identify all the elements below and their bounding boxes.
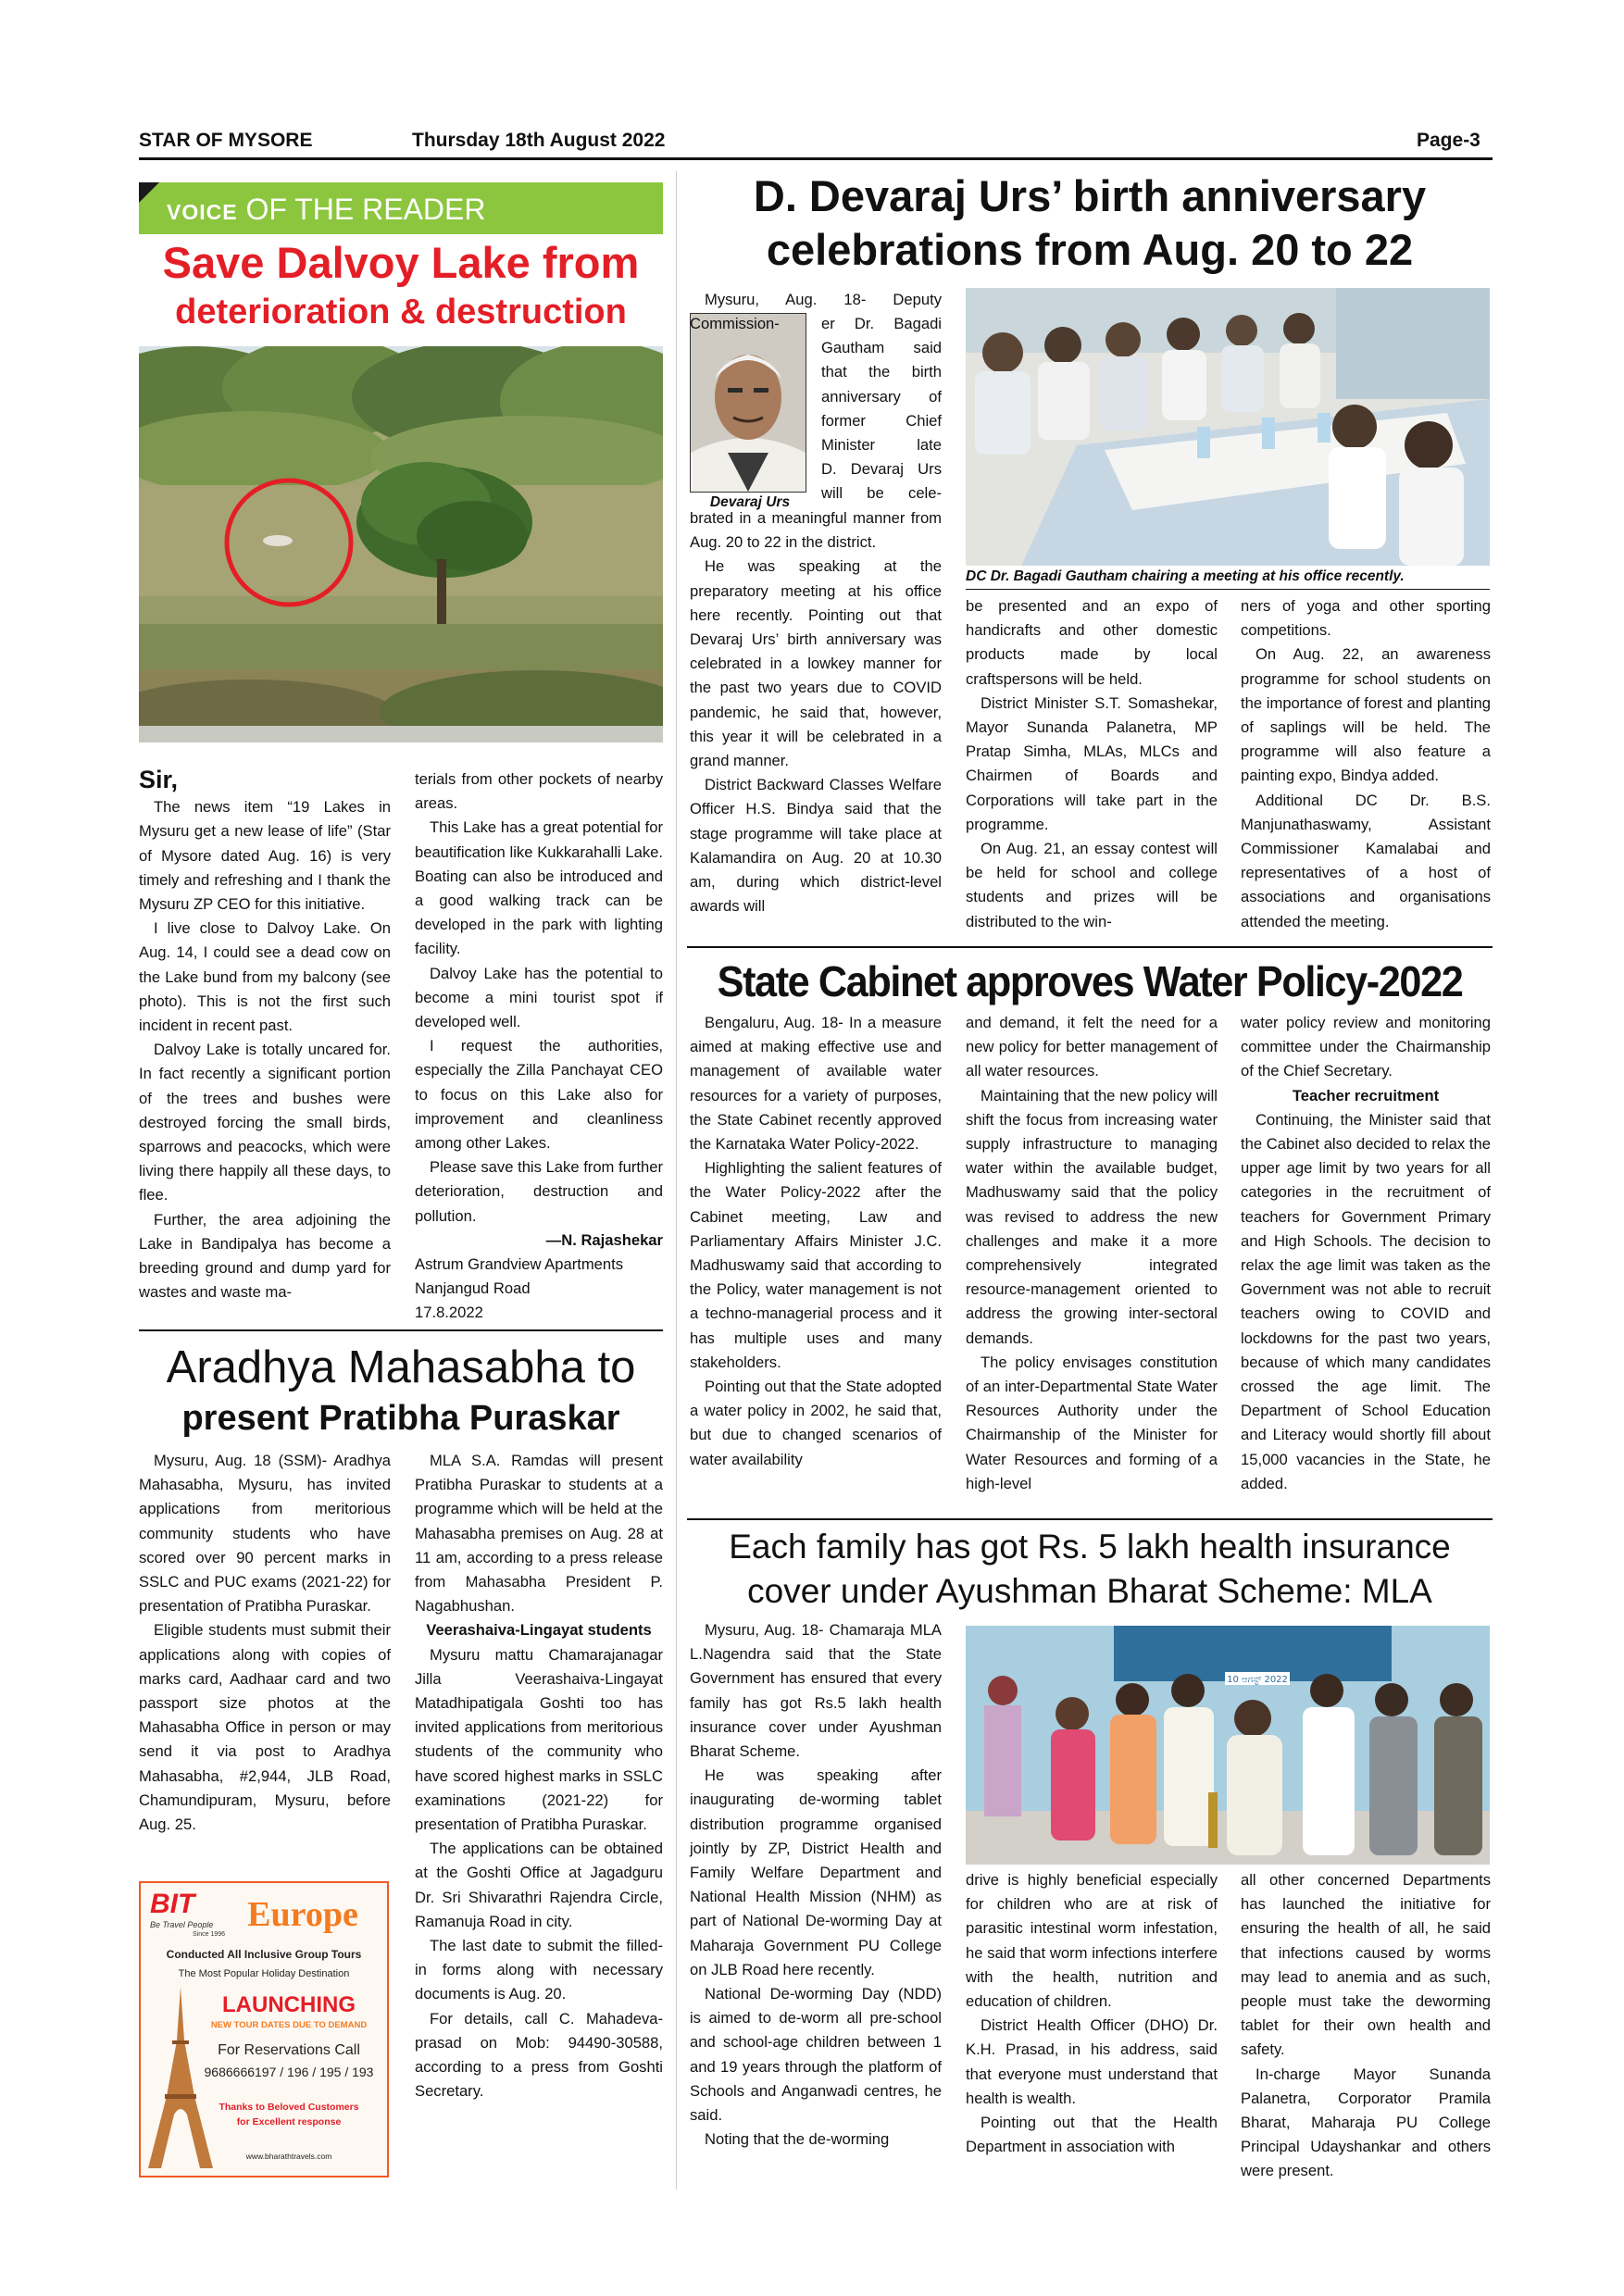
page-column-divider	[676, 171, 677, 2190]
health-column-2	[966, 1868, 1218, 2159]
kicker-rest: OF THE READER	[237, 193, 486, 226]
aradhya-paragraph: MLA S.A. Ramdas will present Pratibha Puraskar to students at a programme which will be held at the Mahasabha premises on Aug. 28 at 11 am, according to a press release from Mahasabha President P. Nagabhushan.	[415, 1452, 663, 1616]
reader-column-1	[139, 767, 391, 1304]
banner-date-text: 10 ಆಗಸ್ಟ್ 2022	[1227, 1675, 1288, 1685]
urs-lead-line: D. Devaraj Urs	[821, 460, 942, 479]
ad-notice: NEW TOUR DATES DUE TO DEMAND	[210, 2020, 368, 2030]
urs-lead-line: anniversary of	[821, 387, 942, 406]
urs-title-line2: celebrations from Aug. 20 to 22	[766, 225, 1414, 274]
ad-website-link[interactable]: www.bharathtravels.com	[245, 2152, 332, 2161]
portrait-art	[691, 314, 806, 492]
health-paragraph: District Health Officer (DHO) Dr. K.H. Prasad, in his address, said that everyone must understand that health is wealth.	[966, 2016, 1218, 2107]
urs-bottom-rule	[687, 946, 1493, 948]
reader-bottom-rule	[139, 1329, 663, 1331]
urs-paragraph: be presented and an expo of handicrafts and other domestic products made by local craftspersons will be held.	[966, 597, 1218, 688]
cabinet-subhead: Teacher recruitment	[1292, 1086, 1440, 1104]
urs-narrow-column	[821, 312, 942, 506]
health-paragraph: drive is highly beneficial especially for children who are at risk of parasitic intestinal worm infestation, he said that worm infections interfere with the health, nutrition and education of children.	[966, 1871, 1218, 2011]
devaraj-urs-portrait	[690, 313, 806, 493]
reader-address-line: Astrum Grandview Apartments	[415, 1255, 624, 1274]
urs-lead-line: er Dr. Bagadi	[821, 315, 942, 332]
ad-tagline: Be Travel People	[150, 1920, 214, 1929]
reader-paragraph: I live close to Dalvoy Lake. On Aug. 14, I could see a dead cow on the Lake bund from my balcony (see photo). This is not the first such incident in recent past.	[139, 919, 391, 1035]
lake-photo-art	[139, 346, 663, 742]
ad-since: Since 1996	[193, 1931, 226, 1938]
health-column-3	[1241, 1868, 1491, 2184]
urs-lead-line: Gautham said	[821, 339, 942, 357]
ad-thanks-line2: for Excellent response	[236, 2116, 342, 2128]
urs-paragraph: brated in a meaningful manner from Aug. 20 to 22 in the district.	[690, 509, 942, 552]
urs-paragraph: Additional DC Dr. B.S. Manjunathaswamy, Assistant Commissioner Kamalabai and representatives of a host of associations and organisations attended the meeting.	[1241, 791, 1491, 930]
reader-address-line: 17.8.2022	[415, 1304, 483, 1322]
kicker-corner-mark	[139, 182, 159, 203]
meeting-photo-caption: DC Dr. Bagadi Gautham chairing a meeting at his office recently.	[966, 568, 1405, 584]
reader-paragraph: Dalvoy Lake is totally uncared for. In fact recently a significant portion of the trees and bushes were destroyed forcing the small birds, sparrows and peacocks, which were living there happily all these days, to flee.	[139, 1041, 391, 1204]
issue-date: Thursday 18th August 2022	[412, 130, 666, 151]
salutation-text: Sir,	[139, 766, 179, 793]
reader-paragraph: Please save this Lake from further deterioration, destruction and pollution.	[415, 1158, 663, 1225]
urs-column-3	[1241, 594, 1491, 934]
health-paragraph: all other concerned Departments has launched the initiative for ensuring the health of all, he said that infections caused by worms may lead to anemia and as such, people must take the deworming tablet for their own health and safety.	[1241, 1871, 1491, 2059]
cabinet-paragraph: Maintaining that the new policy will shift the focus from increasing water supply infrastructure to managing water within the available budget, Madhuswamy said that the policy was revised to address the new challenges and make it a more comprehensively integrated resource-management oriented to address the growing inter-sectoral demands.	[966, 1086, 1218, 1347]
cabinet-paragraph: The policy envisages constitution of an inter-Departmental State Water Resources Authority under the Chairmanship of the Minister for Water Resources and forming of a high-level	[966, 1353, 1218, 1492]
urs-paragraph: On Aug. 22, an awareness programme for school students on the importance of forest and planting of saplings will be held. The programme will also feature a painting expo, Bindya added.	[1241, 645, 1491, 785]
reader-title-line2: deterioration & destruction	[175, 293, 627, 331]
reader-paragraph: terials from other pockets of nearby areas.	[415, 770, 663, 813]
cabinet-paragraph: Continuing, the Minister said that the Cabinet also decided to relax the upper age limit by two years for all categories in the recruitment of teachers for Government Primary and High Schools. The decision to relax the age limit was taken as the Government was not able to recruit teachers owing to COVID and lockdowns for the past two years, because of which many candidates crossed the age limit. The Department of School Education and Literacy would shortly fill about 15,000 vacancies in the State, he added.	[1241, 1110, 1491, 1492]
health-column-1	[690, 1618, 942, 2152]
urs-lead-line: Minister late	[821, 436, 942, 455]
reader-paragraph: This Lake has a great potential for beautification like Kukkarahalli Lake. Boating can also be introduced and a good walking track can be developed in the park with lighting facility.	[415, 818, 663, 958]
health-paragraph: Pointing out that the Health Department in association with	[966, 2114, 1218, 2156]
urs-paragraph: ners of yoga and other sporting competitions.	[1241, 597, 1491, 640]
urs-lead-line: that the birth	[821, 363, 942, 381]
urs-column-2	[966, 594, 1218, 934]
health-title-line2: cover under Ayushman Bharat Scheme: MLA	[747, 1572, 1432, 1610]
aradhya-paragraph: The applications can be obtained at the Goshti Office at Jagadguru Dr. Sri Shivarathri Rajendra Circle, Ramanuja Road in city.	[415, 1840, 663, 1930]
dc-meeting-photo	[966, 288, 1490, 566]
reader-paragraph: The news item “19 Lakes in Mysuru get a new lease of life” (Star of Mysore dated Aug. 16) is very timely and refreshing and I thank the Mysuru ZP CEO for this initiative.	[139, 798, 391, 914]
caption-rule	[966, 589, 1490, 590]
europe-tour-ad[interactable]	[139, 1881, 389, 2177]
aradhya-paragraph: Mysuru mattu Chamarajanagar Jilla Veerashaiva-Lingayat Matadhipatigala Goshti too has invited applications from meritorious students of the community who have scored highest marks in SSLC examinations (2021-22) for presentation of Pratibha Puraskar.	[415, 1645, 663, 1834]
dalvoy-lake-photo	[139, 346, 663, 742]
cabinet-bottom-rule	[687, 1518, 1493, 1520]
reader-column-2	[415, 767, 663, 1326]
cabinet-paragraph: and demand, it felt the need for a new policy for better management of all water resources.	[966, 1014, 1218, 1080]
ad-thanks-line1: Thanks to Beloved Customers	[219, 2102, 359, 2113]
paper-name: STAR OF MYSORE	[139, 130, 313, 151]
ad-launching: LAUNCHING	[222, 1992, 356, 2017]
masthead-rule	[139, 157, 1493, 160]
health-paragraph: Mysuru, Aug. 18- Chamaraja MLA L.Nagendra said that the State Government has ensured that every family has got Rs.5 lakh health insurance cover under Ayushman Bharat Scheme.	[690, 1621, 942, 1761]
aradhya-subhead: Veerashaiva-Lingayat students	[426, 1621, 652, 1640]
urs-column-1-rest	[690, 506, 942, 918]
reader-paragraph: Dalvoy Lake has the potential to become a mini tourist spot if developed well.	[415, 964, 663, 1031]
event-photo-art	[966, 1626, 1490, 1865]
cabinet-column-1	[690, 1011, 942, 1472]
cabinet-title: State Cabinet approves Water Policy-2022	[717, 957, 1463, 1005]
cabinet-paragraph: Highlighting the salient features of the Water Policy-2022 after the Cabinet meeting, Law and Parliamentary Affairs Minister J.C. Madhuswamy said that according to the Policy, water management is not a techno-managerial process and it has multiple uses and many stakeholders.	[690, 1159, 942, 1371]
health-paragraph: In-charge Mayor Sunanda Palanetra, Corporator Pramila Bharat, Maharaja PU College Principal Udayshankar and others were present.	[1241, 2065, 1491, 2180]
ad-line1: Conducted All Inclusive Group Tours	[166, 1948, 362, 1961]
ad-phone-numbers[interactable]: 9686666197 / 196 / 195 / 193	[204, 2065, 374, 2079]
urs-paragraph: District Minister S.T. Somashekar, Mayor Sunanda Palanetra, MP Pratap Simha, MLAs, MLCs and Chairmen of Boards and Corporations will take part in the programme.	[966, 693, 1218, 833]
urs-paragraph: He was speaking at the preparatory meeting at his office here recently. Pointing out that Devaraj Urs’ birth anniversary was celebrated in a lowkey manner for the past two years due to COVID pandemic, he said that, however, this year it will be celebrated in a grand manner.	[690, 557, 942, 770]
ad-brand-logo: BIT	[150, 1889, 195, 1919]
urs-lead-line: former Chief	[821, 411, 942, 430]
cabinet-paragraph: Bengaluru, Aug. 18- In a measure aimed at making effective use and management of available water resources for a variety of purposes, the State Cabinet recently approved the Karnataka Water Policy-2022.	[690, 1014, 942, 1154]
health-paragraph: He was speaking after inaugurating de-worming tablet distribution programme organised jointly by ZP, District Health and Family Welfare Department and National Health Mission (NHM) as part of National De-worming Day at Maharaja Government PU College on JLB Road here recently.	[690, 1766, 942, 1978]
cabinet-column-3	[1241, 1011, 1491, 1496]
health-paragraph: Noting that the de-worming	[705, 2130, 890, 2149]
aradhya-paragraph: For details, call C. Mahadeva-prasad on Mob: 94490-30588, according to a press from Goshti Secretary.	[415, 2009, 663, 2101]
aradhya-paragraph: The last date to submit the filled-in forms along with necessary documents is Aug. 20.	[415, 1937, 663, 2003]
aradhya-paragraph: Eligible students must submit their applications along with copies of marks card, Aadhaar card and two passport size photos at the Mahasabha Office in person or may send it via post to Aradhya Mahasabha, #2,944, JLB Road, Chamundipuram, Mysuru, before Aug. 25.	[139, 1621, 391, 1834]
urs-title-line1: D. Devaraj Urs’ birth anniversary	[753, 171, 1427, 220]
urs-lead-line: will be cele-	[821, 484, 942, 503]
cabinet-paragraph: Pointing out that the State adopted a water policy in 2002, he said that, but due to changed scenarios of water availability	[690, 1378, 942, 1468]
reader-kicker-bar	[139, 182, 663, 234]
portrait-caption: Devaraj Urs	[709, 494, 791, 510]
urs-paragraph: On Aug. 21, an essay contest will be held for school and college students and prizes will be distributed to the win-	[966, 840, 1218, 930]
ad-line2: The Most Popular Holiday Destination	[178, 1968, 350, 1979]
health-paragraph: National De-worming Day (NDD) is aimed to de-worm all pre-school and school-age children between 1 and 19 years through the platform of Schools and Anganwadi centres, he said.	[690, 1985, 942, 2125]
urs-paragraph: District Backward Classes Welfare Officer H.S. Bindya said that the stage programme will take place at Kalamandira on Aug. 20 at 10.30 am, during which district-level awards will	[690, 776, 942, 916]
aradhya-column-1	[139, 1449, 391, 1837]
health-title-line1: Each family has got Rs. 5 lakh health insurance	[729, 1528, 1451, 1566]
aradhya-column-2	[415, 1449, 663, 2103]
aradhya-title-line2: present Pratibha Puraskar	[181, 1399, 620, 1438]
page-number: Page-3	[1417, 130, 1480, 151]
cabinet-paragraph: water policy review and monitoring committee under the Chairmanship of the Chief Secretary.	[1241, 1014, 1491, 1080]
reader-kicker	[167, 193, 485, 228]
kicker-prefix: VOICE	[167, 200, 238, 224]
meeting-photo-art	[966, 288, 1490, 566]
reader-paragraph: I request the authorities, especially the Zilla Panchayat CEO to focus on this Lake also for improvement and cleanliness among other Lakes.	[415, 1037, 663, 1153]
urs-lead-line: Mysuru, Aug. 18- Deputy Commission-	[690, 291, 942, 333]
reader-salutation	[139, 767, 391, 795]
reader-address-line: Nanjangud Road	[415, 1279, 531, 1298]
deworming-event-photo	[966, 1626, 1490, 1865]
ad-reservations: For Reservations Call	[218, 2042, 360, 2058]
reader-signature: —N. Rajashekar	[545, 1230, 663, 1249]
aradhya-title-line1: Aradhya Mahasabha to	[166, 1342, 636, 1392]
ad-headline: Europe	[247, 1895, 358, 1934]
reader-paragraph: Further, the area adjoining the Lake in Bandipalya has become a breeding ground and dump yard for wastes and waste ma-	[139, 1210, 391, 1302]
reader-title-line1: Save Dalvoy Lake from	[162, 238, 640, 287]
cabinet-column-2	[966, 1011, 1218, 1496]
aradhya-paragraph: Mysuru, Aug. 18 (SSM)- Aradhya Mahasabha, Mysuru, has invited applications from meritorious community students who have scored over 90 percent marks in SSLC and PUC exams (2021-22) for presentation of Pratibha Puraskar.	[139, 1452, 391, 1616]
